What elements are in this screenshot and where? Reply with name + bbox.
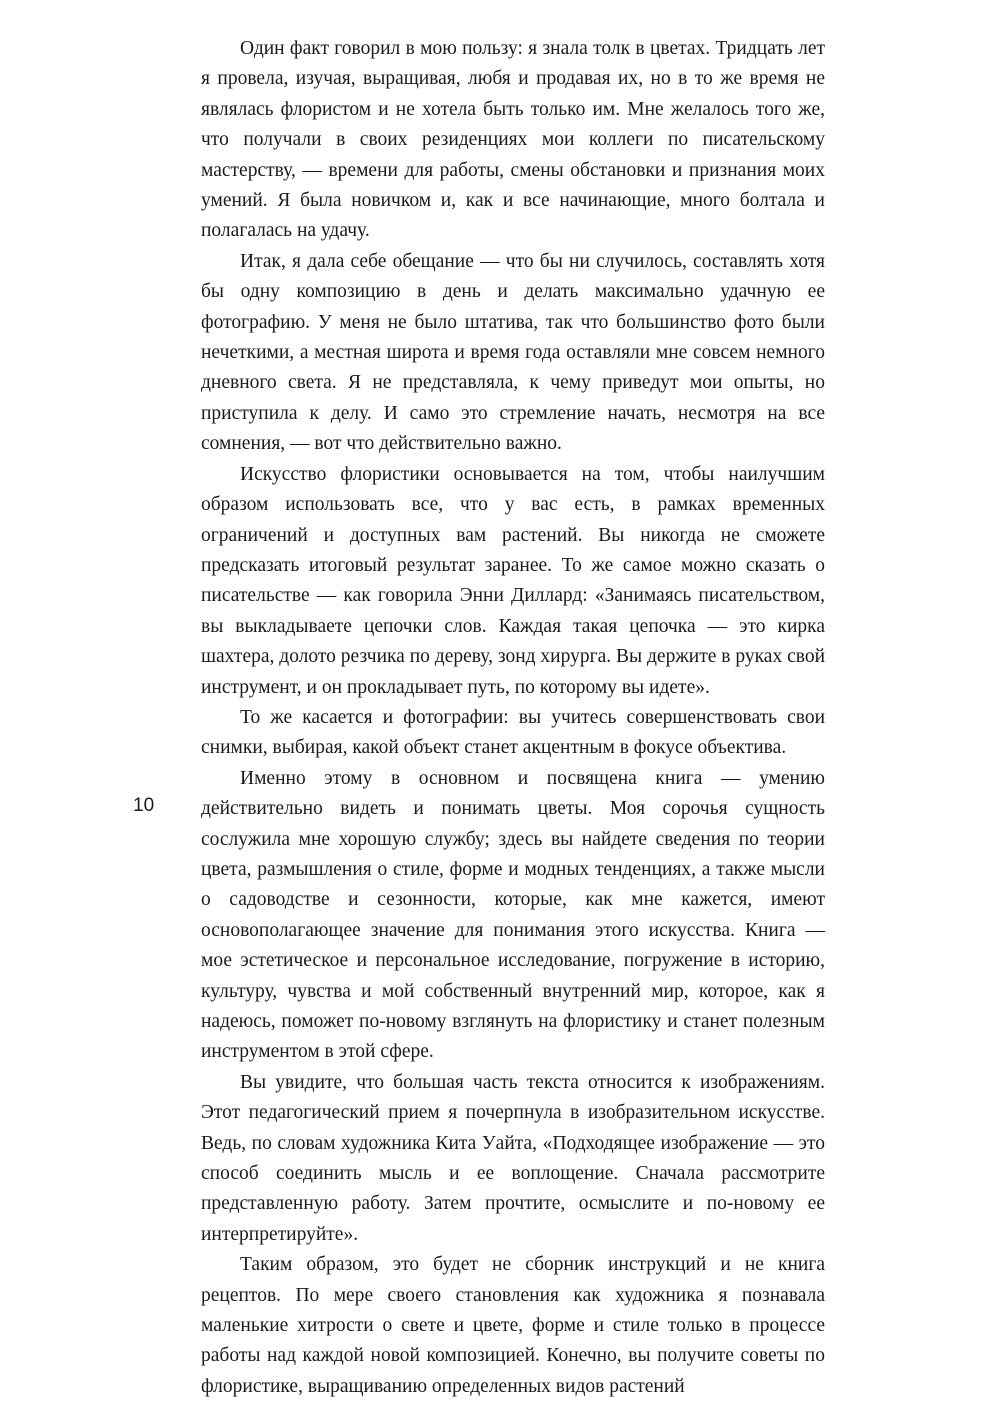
- paragraph-7: Таким образом, это будет не сборник инструкций и не книга рецептов. По мере своего становления как художника я познавала маленькие хитрости о свете и цвете, форме и стиле только в процессе работы над каждой новой композицией. Конечно, вы получите советы по флористике, выращиванию определенных видов растений: [201, 1254, 825, 1397]
- paragraph-5: Именно этому в основном и посвящена книга — умению действительно видеть и понимать цветы. Моя сорочья сущность сослужила мне хорошую службу; здесь вы найдете сведения по теории цвета, размышления о стиле, форме и модных тенденциях, а также мысли о садоводстве и сезонности, которые, как мне кажется, имеют основополагающее значение для понимания этого искусства. Книга — мое эстетическое и персональное исследование, погружение в историю, культуру, чувства и мой собственный внутренний мир, которое, как я надеюсь, поможет по-новому взглянуть на флористику и станет полезным инструментом в этой сфере.: [201, 767, 825, 1063]
- paragraph-2: Итак, я дала себе обещание — что бы ни случилось, составлять хотя бы одну композицию в день и делать максимально удачную ее фотографию. У меня не было штатива, так что большинство фото были нечеткими, а местная широта и время года оставляли мне совсем немного дневного света. Я не представляла, к чему приведут мои опыты, но приступила к делу. И само это стремление начать, несмотря на все сомнения, — вот что действительно важно.: [201, 250, 825, 455]
- paragraph-6: Вы увидите, что большая часть текста относится к изображениям. Этот педагогический прием я почерпнула в изобразительном искусстве. Ведь, по словам художника Кита Уайта, «Подходящее изображение — это способ соединить мысль и ее воплощение. Сначала рассмотрите представленную работу. Затем прочтите, осмыслите и по-новому ее интерпретируйте».: [201, 1071, 825, 1245]
- paragraph-4: То же касается и фотографии: вы учитесь совершенствовать свои снимки, выбирая, какой объект станет акцентным в фокусе объектива.: [201, 706, 825, 759]
- paragraph-1: Один факт говорил в мою пользу: я знала толк в цветах. Тридцать лет я провела, изучая, выращивая, любя и продавая их, но в то же время не являлась флористом и не хотела быть только им. Мне желалось того же, что получали в своих резиденциях мои коллеги по писательскому мастерству, — времени для работы, смены обстановки и признания моих умений. Я была новичком и, как и все начинающие, много болтала и полагалась на удачу.: [201, 38, 825, 242]
- body-text: [201, 34, 825, 1402]
- paragraph-3: Искусство флористики основывается на том, чтобы наилучшим образом использовать все, что у вас есть, в рамках временных ограничений и доступных вам растений. Вы никогда не сможете предсказать итоговый результат заранее. То же самое можно сказать о писательстве — как говорила Энни Диллард: «Занимаясь писательством, вы выкладываете цепочки слов. Каждая такая цепочка — это кирка шахтера, долото резчика по дереву, зонд хирурга. Вы держите в руках свой инструмент, и он прокладывает путь, по которому вы идете».: [201, 463, 825, 698]
- page-number: 10: [133, 795, 155, 816]
